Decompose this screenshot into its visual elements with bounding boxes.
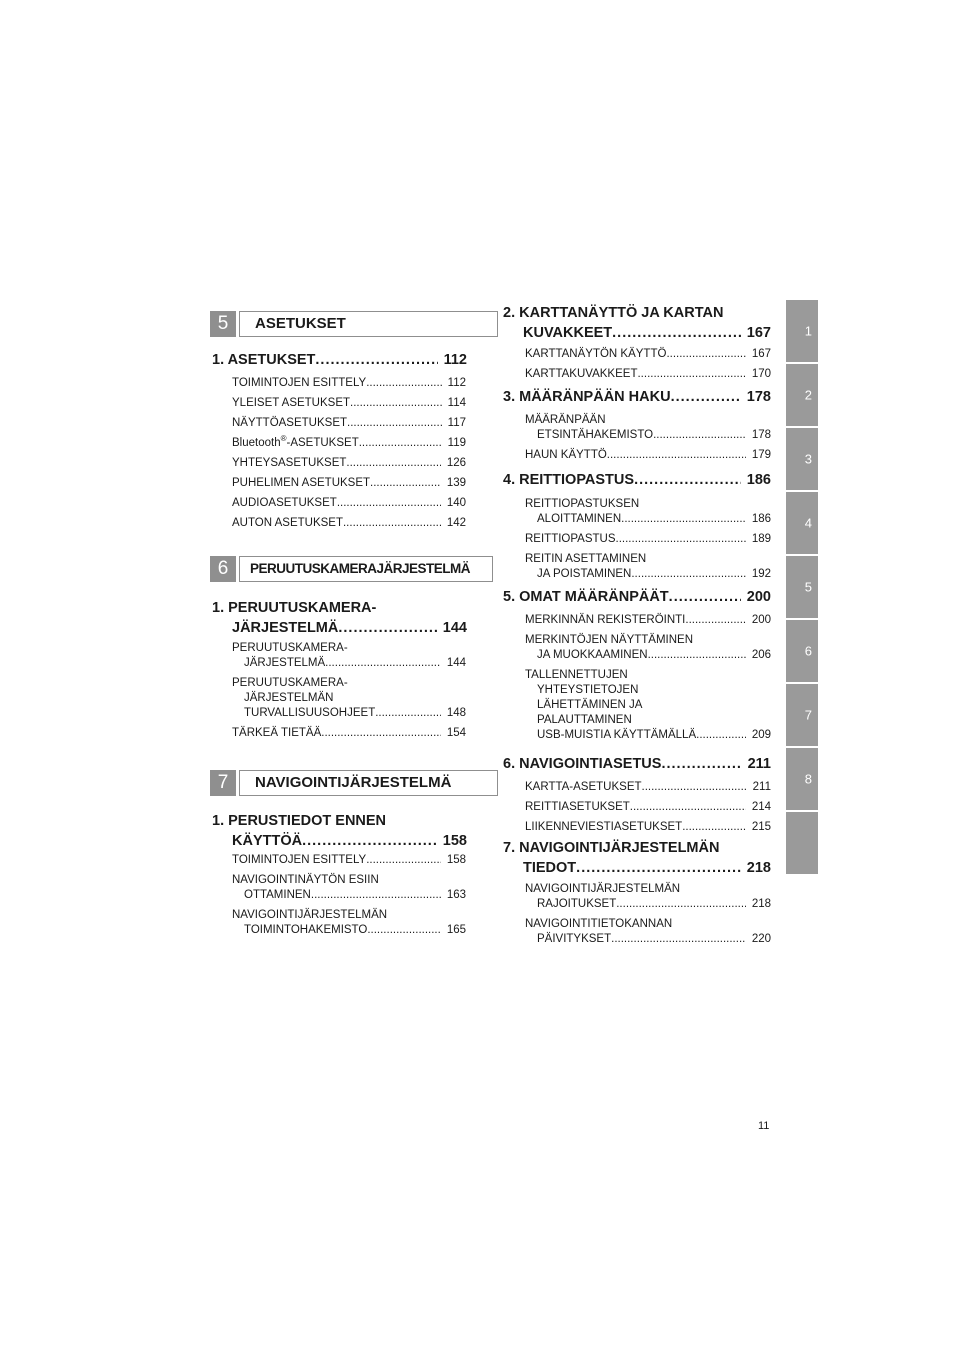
toc-entry[interactable]: REITIN ASETTAMINEN JA POISTAMINEN ..... 192: [525, 552, 771, 582]
toc-entry[interactable]: AUDIOASETUKSET ..... 140: [232, 496, 466, 511]
toc-entry[interactable]: REITTIOPASTUS ..... 189: [525, 532, 771, 547]
toc-sublist: [525, 882, 771, 947]
section-number: 6: [210, 556, 236, 582]
tab-label: 8: [804, 771, 812, 787]
toc-entry[interactable]: TALLENNETTUJEN YHTEYSTIETOJEN LÄHETTÄMINEN JA PALAUTTAMINEN USB-MUISTIA KÄYTTÄMÄLLÄ ..... 209: [525, 668, 771, 743]
toc-entry[interactable]: REITTIASETUKSET ..... 214: [525, 800, 771, 815]
toc-chapter-navigointiasetus[interactable]: [503, 754, 771, 774]
toc-entry[interactable]: YHTEYSASETUKSET ..... 126: [232, 456, 466, 471]
toc-sublist: [232, 641, 466, 741]
chapter-tab-8[interactable]: [786, 748, 818, 810]
chapter-title: 4. REITTIOPASTUS: [503, 472, 635, 488]
chapter-tab-4[interactable]: [786, 492, 818, 554]
chapter-title-line: 1. PERUUTUSKAMERA-: [212, 600, 377, 616]
toc-chapter-maaranpaan-haku[interactable]: [503, 387, 771, 407]
chapter-title: 5. OMAT MÄÄRÄNPÄÄT: [503, 589, 669, 605]
toc-entry[interactable]: NAVIGOINTIJÄRJESTELMÄN TOIMINTOHAKEMISTO ..... 165: [232, 908, 466, 938]
tab-label: 7: [804, 707, 812, 723]
tab-label: 5: [804, 579, 812, 595]
chapter-title-line: KUVAKKEET: [523, 325, 613, 341]
page-number: 144: [442, 620, 467, 636]
section-number: 5: [210, 311, 236, 337]
toc-chapter-asetukset[interactable]: [212, 350, 467, 370]
chapter-title-line: 1. PERUSTIEDOT ENNEN: [212, 813, 387, 829]
page-number: 112: [443, 352, 467, 368]
toc-entry[interactable]: MERKINTÖJEN NÄYTTÄMINEN JA MUOKKAAMINEN ..... 206: [525, 633, 771, 663]
toc-entry[interactable]: PERUUTUSKAMERA- JÄRJESTELMÄ ..... 144: [232, 641, 466, 671]
toc-entry[interactable]: KARTTANÄYTÖN KÄYTTÖ ..... 167: [525, 347, 771, 362]
tab-label: 3: [804, 451, 812, 467]
chapter-tab-strip: [786, 300, 818, 876]
page-number: 178: [746, 389, 771, 405]
toc-entry[interactable]: KARTTA-ASETUKSET ..... 211: [525, 780, 771, 795]
page-number: 186: [746, 472, 771, 488]
chapter-tab-2[interactable]: [786, 364, 818, 426]
toc-entry[interactable]: PERUUTUSKAMERA- JÄRJESTELMÄN TURVALLISUUSOHJEET ..... 148: [232, 676, 466, 721]
chapter-tab-7[interactable]: [786, 684, 818, 746]
toc-entry[interactable]: TÄRKEÄ TIETÄÄ ..... 154: [232, 726, 466, 741]
toc-sublist: [525, 347, 771, 382]
toc-entry[interactable]: PUHELIMEN ASETUKSET ..... 139: [232, 476, 466, 491]
section-title: PERUUTUSKAMERAJÄRJESTELMÄ: [239, 556, 493, 582]
chapter-tab-5[interactable]: [786, 556, 818, 618]
toc-entry[interactable]: NAVIGOINTITIETOKANNAN PÄIVITYKSET ..... 220: [525, 917, 771, 947]
page-number: 211: [747, 756, 771, 772]
chapter-tab-6[interactable]: [786, 620, 818, 682]
toc-entry[interactable]: AUTON ASETUKSET ..... 142: [232, 516, 466, 531]
toc-entry[interactable]: Bluetooth®-ASETUKSET ..... 119: [232, 436, 466, 451]
toc-sublist: [232, 376, 466, 531]
page-number: 167: [746, 325, 771, 341]
chapter-title-line: 2. KARTTANÄYTTÖ JA KARTAN: [503, 305, 724, 321]
toc-chapter-perustiedot[interactable]: [212, 811, 467, 851]
toc-entry[interactable]: MÄÄRÄNPÄÄN ETSINTÄHAKEMISTO ..... 178: [525, 413, 771, 443]
toc-entry[interactable]: MERKINNÄN REKISTERÖINTI ..... 200: [525, 613, 771, 628]
toc-entry[interactable]: YLEISET ASETUKSET ..... 114: [232, 396, 466, 411]
toc-entry[interactable]: TOIMINTOJEN ESITTELY ..... 158: [232, 853, 466, 868]
chapter-tab-1[interactable]: [786, 300, 818, 362]
chapter-title-line: KÄYTTÖÄ: [232, 833, 303, 849]
toc-entry[interactable]: KARTTAKUVAKKEET ..... 170: [525, 367, 771, 382]
page-number: 200: [746, 589, 771, 605]
chapter-title: 6. NAVIGOINTIASETUS: [503, 756, 662, 772]
toc-sublist: [525, 780, 771, 835]
toc-entry[interactable]: TOIMINTOJEN ESITTELY ..... 112: [232, 376, 466, 391]
toc-chapter-peruutuskamera[interactable]: [212, 598, 467, 638]
chapter-tab-blank[interactable]: [786, 812, 818, 874]
chapter-tab-3[interactable]: [786, 428, 818, 490]
section-title: ASETUKSET: [239, 311, 498, 337]
page-number-footer: 11: [758, 1120, 770, 1132]
toc-chapter-karttanaytto[interactable]: [503, 303, 771, 343]
tab-label: 6: [804, 643, 812, 659]
page-number: 158: [442, 833, 467, 849]
chapter-title-line: TIEDOT: [523, 860, 577, 876]
toc-entry[interactable]: HAUN KÄYTTÖ ..... 179: [525, 448, 771, 463]
section-number: 7: [210, 770, 236, 796]
toc-entry[interactable]: REITTIOPASTUKSEN ALOITTAMINEN ..... 186: [525, 497, 771, 527]
tab-label: 4: [804, 515, 812, 531]
chapter-title: 1. ASETUKSET: [212, 352, 316, 368]
toc-sublist: [525, 413, 771, 463]
chapter-title: 3. MÄÄRÄNPÄÄN HAKU: [503, 389, 671, 405]
toc-entry[interactable]: NAVIGOINTIJÄRJESTELMÄN RAJOITUKSET ..... 218: [525, 882, 771, 912]
toc-entry[interactable]: NAVIGOINTINÄYTÖN ESIIN OTTAMINEN ..... 163: [232, 873, 466, 903]
page-number: 218: [746, 860, 771, 876]
toc-sublist: [232, 853, 466, 938]
tab-label: 1: [804, 323, 812, 339]
chapter-title-line: 7. NAVIGOINTIJÄRJESTELMÄN: [503, 840, 720, 856]
toc-sublist: [525, 497, 771, 582]
tab-label: 2: [804, 387, 812, 403]
section-title: NAVIGOINTIJÄRJESTELMÄ: [239, 770, 498, 796]
toc-chapter-omat-maaranpaat[interactable]: [503, 587, 771, 607]
toc-entry[interactable]: NÄYTTÖASETUKSET ..... 117: [232, 416, 466, 431]
toc-entry[interactable]: LIIKENNEVIESTIASETUKSET ..... 215: [525, 820, 771, 835]
toc-chapter-navigointijarjestelman-tiedot[interactable]: [503, 838, 771, 878]
chapter-title-line: JÄRJESTELMÄ: [232, 620, 339, 636]
toc-sublist: [525, 613, 771, 743]
toc-chapter-reittiopastus[interactable]: [503, 470, 771, 490]
